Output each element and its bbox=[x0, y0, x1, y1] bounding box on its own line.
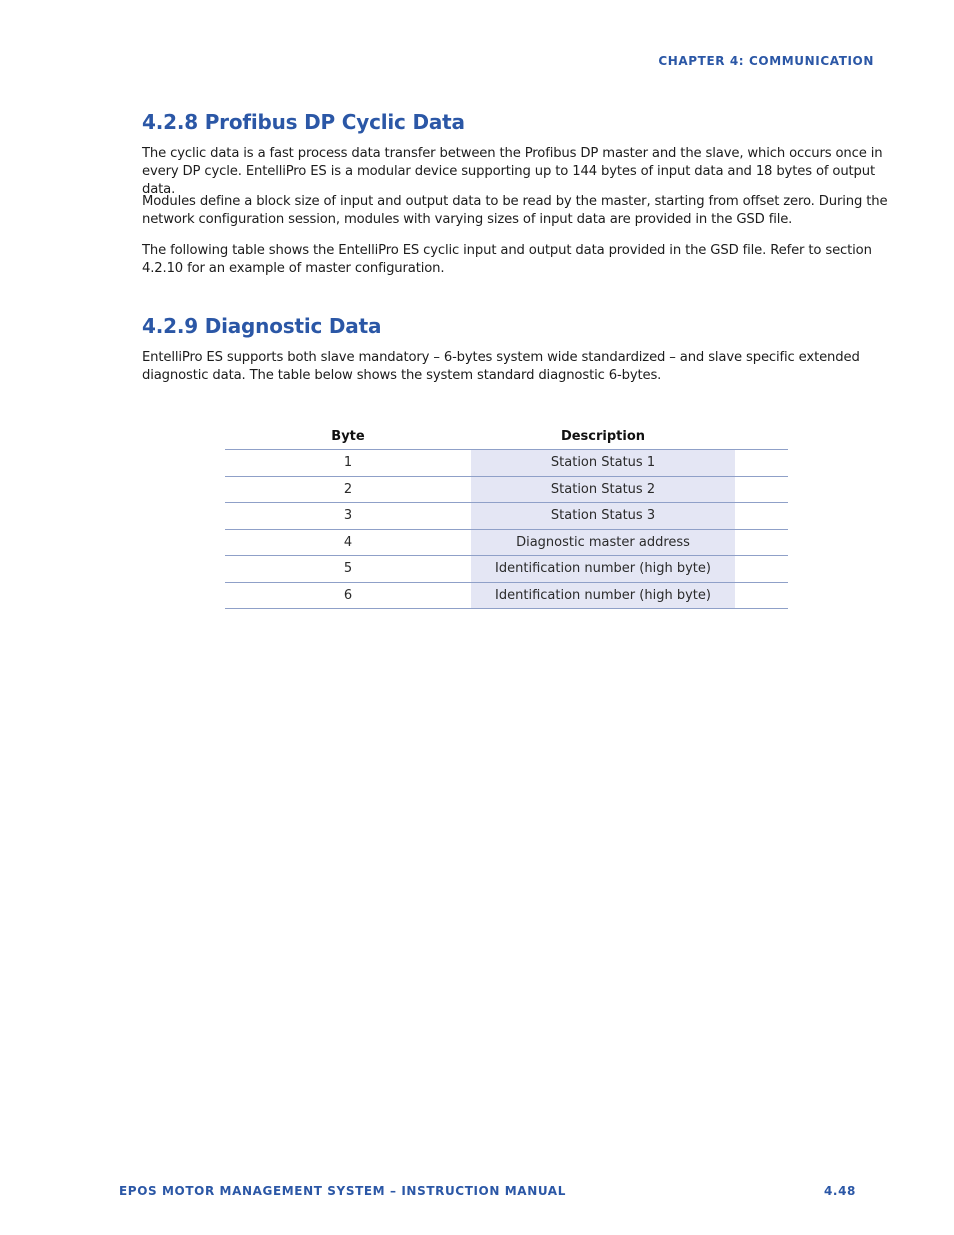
footer-page-number: 4.48 bbox=[823, 1184, 856, 1198]
paragraph-cyclic-3: The following table shows the EntelliPro ES cyclic input and output data provided in the GSD file. Refer to section 4.2.10 for an example of master configuration. bbox=[142, 243, 872, 276]
description-cell: Diagnostic master address bbox=[471, 529, 735, 556]
spacer-cell bbox=[735, 582, 788, 609]
paragraph-cyclic-1: The cyclic data is a fast process data transfer between the Profibus DP master and the slave, which occurs once in every DP cycle. EntelliPro ES is a modular device supporting up to 144 bytes of input data and 18 bytes of output data. bbox=[142, 146, 883, 197]
column-header-byte: Byte bbox=[225, 419, 471, 450]
spacer-cell bbox=[735, 529, 788, 556]
description-cell: Station Status 2 bbox=[471, 476, 735, 503]
spacer-cell bbox=[735, 503, 788, 530]
byte-cell: 1 bbox=[225, 450, 471, 477]
spacer-cell bbox=[735, 476, 788, 503]
byte-cell: 5 bbox=[225, 556, 471, 583]
table-row bbox=[225, 503, 788, 530]
table-row bbox=[225, 556, 788, 583]
table-row bbox=[225, 450, 788, 477]
column-header-description: Description bbox=[471, 419, 735, 450]
section-heading-cyclic-data: 4.2.8 Profibus DP Cyclic Data bbox=[142, 110, 465, 134]
paragraph-diagnostic: EntelliPro ES supports both slave mandatory – 6-bytes system wide standardized – and slave specific extended diagnostic data. The table below shows the system standard diagnostic 6-bytes. bbox=[142, 350, 860, 383]
table-row bbox=[225, 529, 788, 556]
byte-cell: 4 bbox=[225, 529, 471, 556]
byte-cell: 6 bbox=[225, 582, 471, 609]
footer-manual-title: EPOS MOTOR MANAGEMENT SYSTEM – INSTRUCTION MANUAL bbox=[119, 1184, 566, 1198]
description-cell: Identification number (high byte) bbox=[471, 556, 735, 583]
table-header-row bbox=[225, 419, 788, 450]
byte-cell: 3 bbox=[225, 503, 471, 530]
byte-cell: 2 bbox=[225, 476, 471, 503]
running-header: CHAPTER 4: COMMUNICATION bbox=[658, 54, 874, 68]
paragraph-cyclic-2: Modules define a block size of input and output data to be read by the master, starting from offset zero. During the network configuration session, modules with varying sizes of input data are provided in the GSD file. bbox=[142, 194, 888, 227]
table-row bbox=[225, 476, 788, 503]
section-heading-diagnostic-data: 4.2.9 Diagnostic Data bbox=[142, 314, 382, 338]
description-cell: Station Status 3 bbox=[471, 503, 735, 530]
description-cell: Identification number (high byte) bbox=[471, 582, 735, 609]
diagnostic-bytes-table bbox=[225, 419, 788, 609]
description-cell: Station Status 1 bbox=[471, 450, 735, 477]
spacer-cell bbox=[735, 450, 788, 477]
spacer-cell bbox=[735, 556, 788, 583]
column-header-spacer bbox=[735, 419, 788, 450]
table-row bbox=[225, 582, 788, 609]
